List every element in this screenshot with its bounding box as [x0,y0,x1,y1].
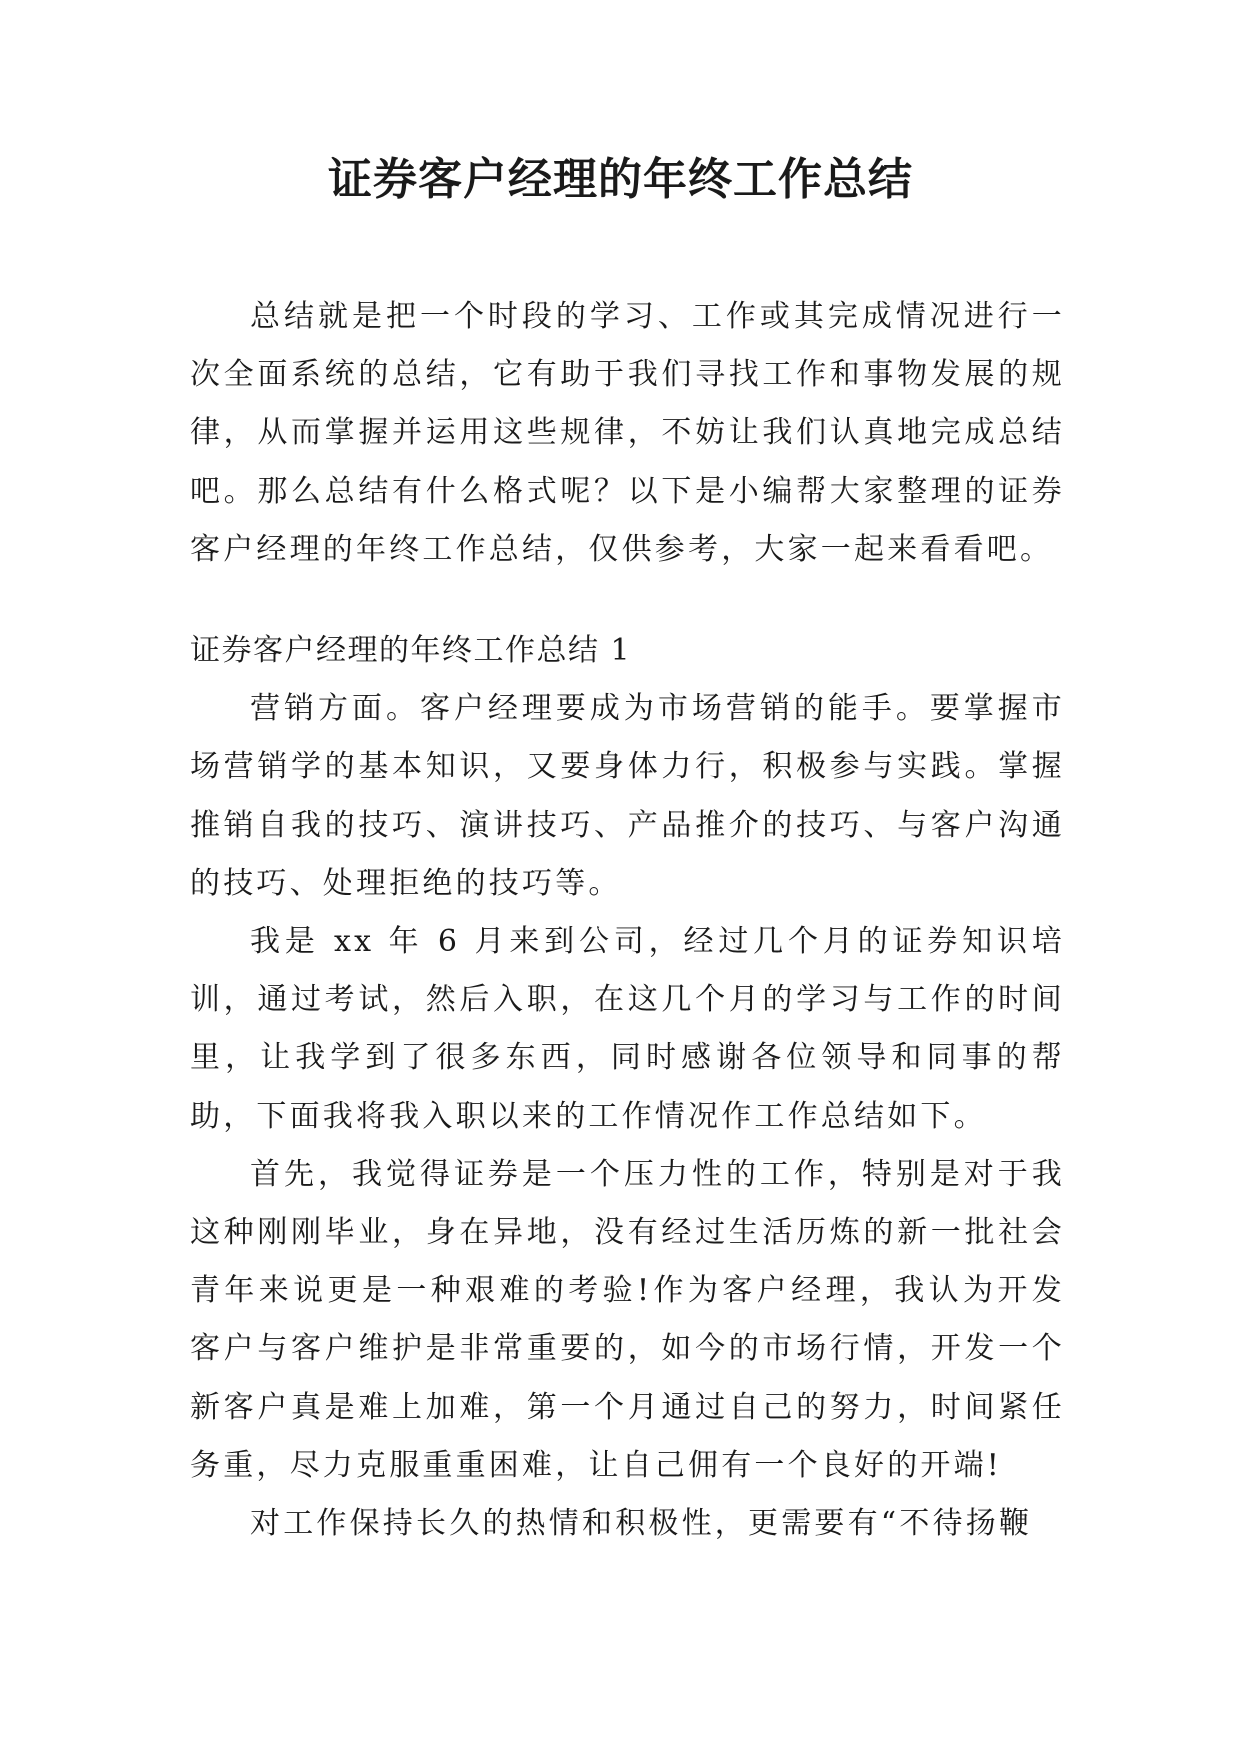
section-heading: 证券客户经理的年终工作总结 1 [190,633,632,669]
body-paragraph-pressure: 首先，我觉得证券是一个压力性的工作，特别是对于我这种刚刚毕业，身在异地，没有经过生活历炼的新一批社会青年来说更是一种艰难的考验!作为客户经理，我认为开发客户与客户维护是非常重要的，如今的市场行情，开发一个新客户真是难上加难，第一个月通过自己的努力，时间紧任务重，尽力克服重重困难，让自己佣有一个良好的开端! [190,1156,1065,1483]
body-paragraph-enthusiasm: 对工作保持长久的热情和积极性，更需要有“不待扬鞭 [250,1506,1033,1542]
intro-paragraph: 总结就是把一个时段的学习、工作或其完成情况进行一次全面系统的总结，它有助于我们寻找工作和事物发展的规律，从而掌握并运用这些规律，不妨让我们认真地完成总结吧。那么总结有什么格式呢？以下是小编帮大家整理的证券客户经理的年终工作总结，仅供参考，大家一起来看看吧。 [190,299,1065,567]
body-paragraph-joining: 我是 xx 年 6 月来到公司，经过几个月的证券知识培训，通过考试，然后入职，在这几个月的学习与工作的时间里，让我学到了很多东西，同时感谢各位领导和同事的帮助，下面我将我入职以来的工作情况作工作总结如下。 [190,924,1065,1134]
document-title: 证券客户经理的年终工作总结 [328,154,913,205]
document-body [190,288,1065,1553]
body-paragraph-marketing: 营销方面。客户经理要成为市场营销的能手。要掌握市场营销学的基本知识，又要身体力行，积极参与实践。掌握推销自我的技巧、演讲技巧、产品推介的技巧、与客户沟通的技巧、处理拒绝的技巧等。 [190,691,1065,901]
